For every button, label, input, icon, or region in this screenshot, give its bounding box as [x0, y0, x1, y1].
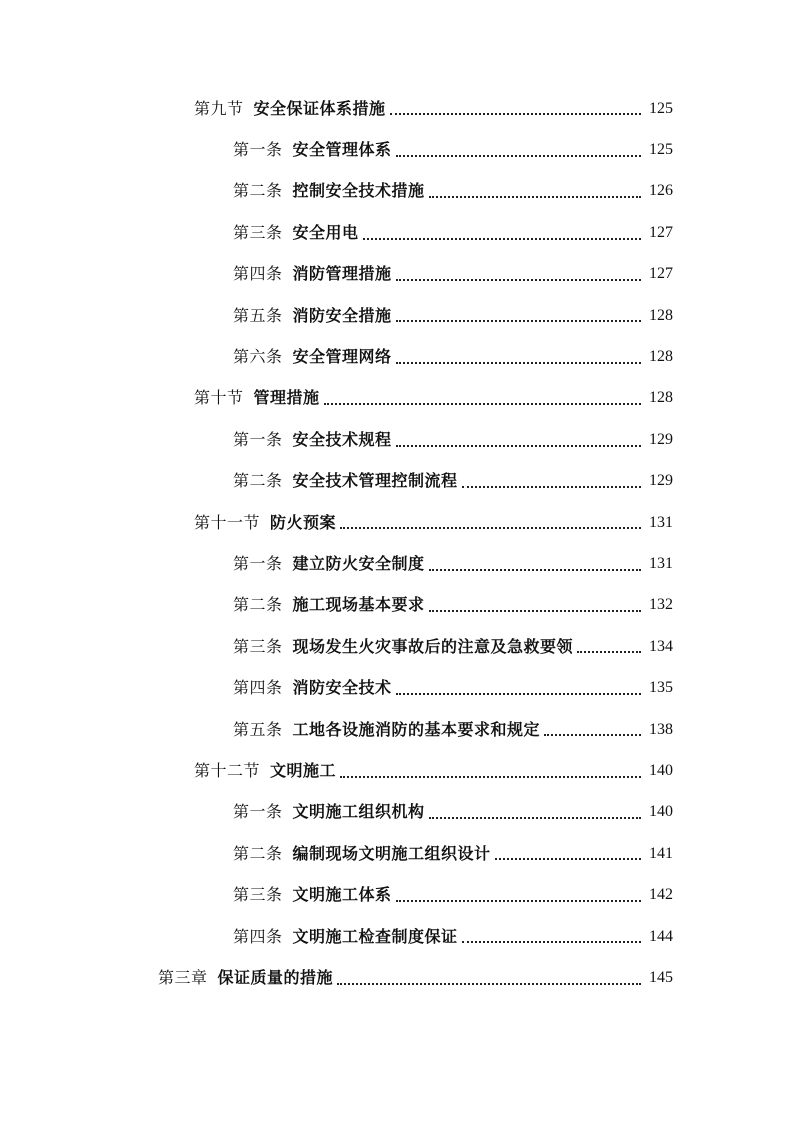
- toc-entry-title: 消防管理措施: [292, 264, 392, 284]
- toc-entry-article[interactable]: [0, 461, 793, 502]
- toc-entry-section-11[interactable]: [0, 502, 793, 543]
- dot-leader: [396, 361, 641, 364]
- toc-entry-article[interactable]: [0, 129, 793, 170]
- toc-entry-page: 141: [649, 844, 673, 862]
- toc-entry-number: 第四条: [233, 678, 283, 698]
- toc-entry-title: 文明施工体系: [292, 885, 392, 905]
- dot-leader: [396, 444, 641, 447]
- toc-entry-article[interactable]: [0, 336, 793, 377]
- dot-leader: [429, 195, 641, 198]
- toc-entry-title: 现场发生火灾事故后的注意及急救要领: [292, 636, 574, 656]
- toc-entry-article[interactable]: [0, 626, 793, 667]
- toc-entry-title: 控制安全技术措施: [292, 181, 425, 201]
- toc-entry-title: 保证质量的措施: [217, 967, 334, 987]
- dot-leader: [462, 485, 641, 488]
- toc-entry-number: 第十节: [194, 388, 244, 408]
- toc-entry-title: 消防安全措施: [292, 305, 392, 325]
- toc-entry-number: 第三条: [233, 885, 283, 905]
- toc-entry-article[interactable]: [0, 833, 793, 874]
- toc-entry-title: 工地各设施消防的基本要求和规定: [292, 719, 541, 739]
- toc-entry-title: 安全管理网络: [292, 347, 392, 367]
- toc-entry-section-9[interactable]: [0, 88, 793, 129]
- toc-entry-number: 第五条: [233, 305, 283, 325]
- dot-leader: [396, 899, 641, 902]
- toc-entry-page: 142: [649, 886, 673, 904]
- toc-entry-page: 134: [649, 637, 673, 655]
- toc-entry-number: 第十二节: [194, 760, 261, 780]
- toc-entry-title: 安全保证体系措施: [253, 98, 386, 118]
- toc-entry-page: 135: [649, 679, 673, 697]
- toc-entry-page: 131: [649, 513, 673, 531]
- toc-entry-number: 第一条: [233, 802, 283, 822]
- dot-leader: [363, 237, 641, 240]
- toc-entry-page: 140: [649, 761, 673, 779]
- dot-leader: [390, 112, 641, 115]
- toc-entry-title: 安全技术管理控制流程: [292, 471, 458, 491]
- toc-entry-article[interactable]: [0, 212, 793, 253]
- toc-entry-page: 129: [649, 430, 673, 448]
- toc-entry-page: 138: [649, 720, 673, 738]
- dot-leader: [429, 609, 641, 612]
- toc-entry-title: 文明施工检查制度保证: [292, 926, 458, 946]
- toc-entry-article[interactable]: [0, 254, 793, 295]
- toc-entry-title: 消防安全技术: [292, 678, 392, 698]
- dot-leader: [495, 857, 641, 860]
- toc-entry-page: 125: [649, 99, 673, 117]
- toc-entry-title: 安全管理体系: [292, 140, 392, 160]
- dot-leader: [396, 154, 641, 157]
- dot-leader: [324, 402, 641, 405]
- toc-entry-number: 第四条: [233, 264, 283, 284]
- toc-entry-number: 第三条: [233, 636, 283, 656]
- toc-entry-number: 第一条: [233, 429, 283, 449]
- toc-entry-article[interactable]: [0, 543, 793, 584]
- toc-entry-title: 编制现场文明施工组织设计: [292, 843, 491, 863]
- dot-leader: [396, 278, 641, 281]
- toc-entry-title: 文明施工组织机构: [292, 802, 425, 822]
- toc-entry-title: 建立防火安全制度: [292, 553, 425, 573]
- toc-entry-number: 第三条: [233, 222, 283, 242]
- dot-leader: [429, 568, 641, 571]
- dot-leader: [340, 526, 641, 529]
- toc-entry-article[interactable]: [0, 792, 793, 833]
- dot-leader: [396, 319, 641, 322]
- toc-entry-title: 文明施工: [270, 760, 337, 780]
- toc-entry-page: 128: [649, 389, 673, 407]
- toc-entry-page: 132: [649, 596, 673, 614]
- toc-entry-number: 第九节: [194, 98, 244, 118]
- toc-entry-number: 第二条: [233, 471, 283, 491]
- toc-entry-number: 第二条: [233, 181, 283, 201]
- toc-entry-number: 第二条: [233, 843, 283, 863]
- toc-entry-page: 127: [649, 223, 673, 241]
- toc-entry-number: 第四条: [233, 926, 283, 946]
- toc-entry-article[interactable]: [0, 709, 793, 750]
- toc-entry-number: 第五条: [233, 719, 283, 739]
- dot-leader: [340, 775, 641, 778]
- toc-entry-page: 128: [649, 348, 673, 366]
- toc-entry-article[interactable]: [0, 585, 793, 626]
- dot-leader: [544, 733, 641, 736]
- toc-entry-page: 128: [649, 306, 673, 324]
- toc-entry-article[interactable]: [0, 419, 793, 460]
- toc-entry-number: 第三章: [158, 967, 208, 987]
- toc-entry-article[interactable]: [0, 171, 793, 212]
- toc-entry-page: 126: [649, 182, 673, 200]
- toc-entry-section-10[interactable]: [0, 378, 793, 419]
- toc-entry-page: 140: [649, 803, 673, 821]
- toc-entry-number: 第二条: [233, 595, 283, 615]
- toc-entry-title: 防火预案: [270, 512, 337, 532]
- dot-leader: [396, 692, 641, 695]
- toc-entry-article[interactable]: [0, 295, 793, 336]
- toc-entry-article[interactable]: [0, 916, 793, 957]
- dot-leader: [337, 982, 641, 985]
- dot-leader: [429, 816, 641, 819]
- toc-entry-title: 管理措施: [253, 388, 320, 408]
- toc-entry-title: 安全技术规程: [292, 429, 392, 449]
- toc-entry-page: 129: [649, 472, 673, 490]
- toc-entry-page: 131: [649, 554, 673, 572]
- toc-entry-chapter-3[interactable]: [0, 957, 793, 998]
- toc-entry-section-12[interactable]: [0, 750, 793, 791]
- toc-entry-title: 施工现场基本要求: [292, 595, 425, 615]
- toc-entry-article[interactable]: [0, 667, 793, 708]
- toc-entry-page: 145: [649, 968, 673, 986]
- dot-leader: [462, 940, 641, 943]
- dot-leader: [577, 650, 641, 653]
- toc-entry-page: 125: [649, 141, 673, 159]
- toc-entry-article[interactable]: [0, 874, 793, 915]
- toc-entry-number: 第六条: [233, 347, 283, 367]
- toc-entry-title: 安全用电: [292, 222, 359, 242]
- toc-entry-page: 127: [649, 265, 673, 283]
- toc-entry-number: 第一条: [233, 140, 283, 160]
- toc-entry-page: 144: [649, 927, 673, 945]
- toc-entry-number: 第十一节: [194, 512, 261, 532]
- toc-entry-number: 第一条: [233, 553, 283, 573]
- table-of-contents: [0, 88, 793, 999]
